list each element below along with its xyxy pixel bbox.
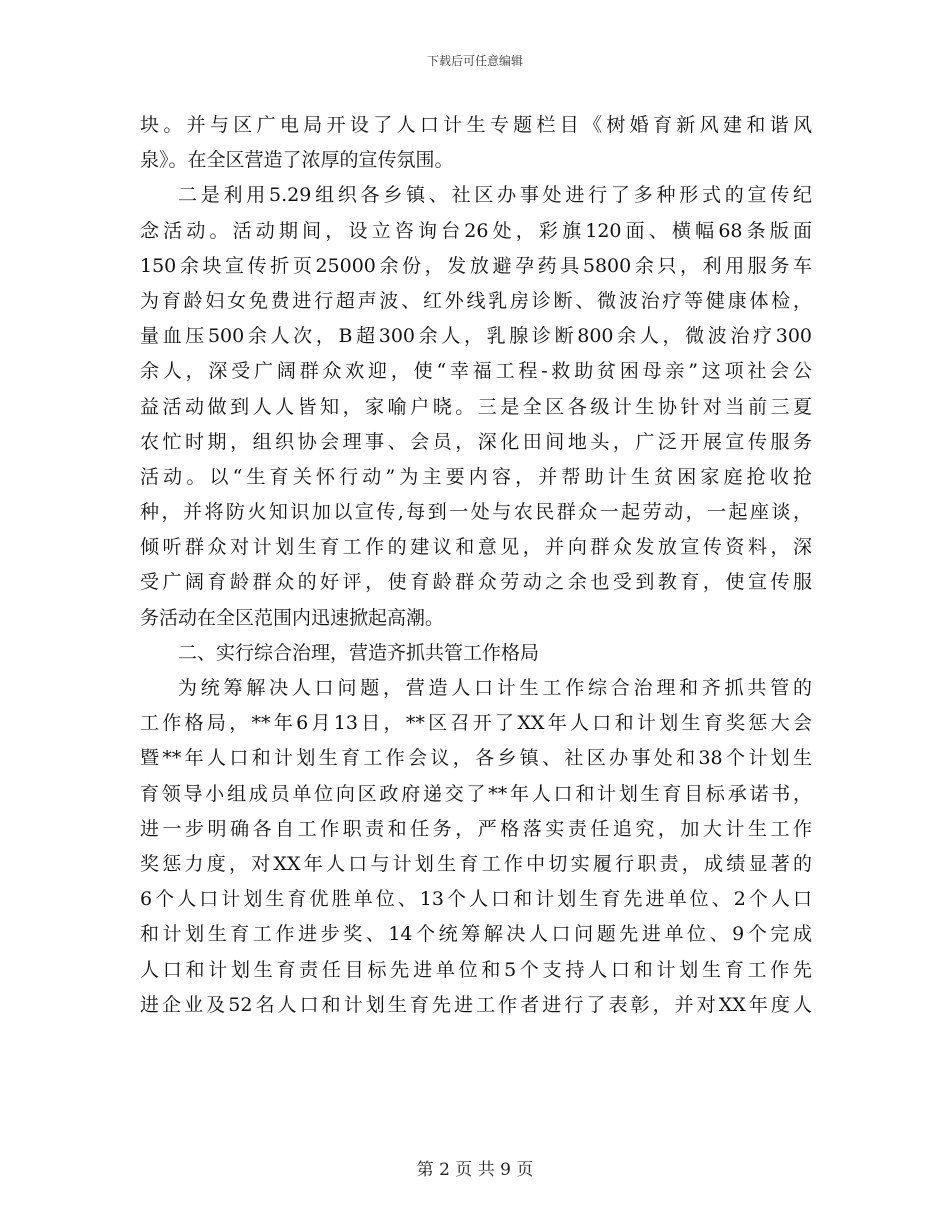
document-body [140, 108, 812, 1023]
text-line: 暨**年人口和计划生育工作会议，各乡镇、社区办事处和38个计划生 [140, 747, 812, 770]
text-line: 进一步明确各自工作职责和任务，严格落实责任追究，加大计生工作 [140, 817, 812, 840]
text-line: 人口和计划生育责任目标先进单位和5个支持人口和计划生育工作先 [140, 958, 812, 981]
text-line: 受广阔育龄群众的好评，使育龄群众劳动之余也受到教育，使宣传服 [140, 571, 812, 594]
text-line: 农忙时期，组织协会理事、会员，深化田间地头，广泛开展宣传服务 [140, 430, 812, 453]
text-line: 块。并与区广电局开设了人口计生专题栏目《树婚育新风建和谐风 [140, 114, 812, 136]
text-line: 量血压500余人次，B超300余人，乳腺诊断800余人，微波治疗300 [140, 325, 812, 348]
text-line: 余人，深受广阔群众欢迎，使“幸福工程-救助贫困母亲”这项社会公 [140, 360, 812, 383]
text-line: 6个人口计划生育优胜单位、13个人口和计划生育先进单位、2个人口 [140, 888, 812, 911]
text-line: 种，并将防火知识加以宣传,每到一处与农民群众一起劳动，一起座谈， [140, 501, 812, 524]
page-header-note: 下载后可任意编辑 [426, 54, 523, 68]
text-line: 工作格局，**年6月13日，**区召开了XX年人口和计划生育奖惩大会 [140, 712, 812, 735]
text-line: 倾听群众对计划生育工作的建议和意见，并向群众发放宣传资料，深 [140, 536, 812, 559]
text-line: 和计划生育工作进步奖、14个统筹解决人口问题先进单位、9个完成 [140, 923, 812, 946]
text-line: 为育龄妇女免费进行超声波、红外线乳房诊断、微波治疗等健康体检， [140, 289, 812, 312]
paragraph-first-line: 二是利用5.29组织各乡镇、社区办事处进行了多种形式的宣传纪 [178, 184, 812, 207]
text-line: 益活动做到人人皆知，家喻户晓。三是全区各级计生协针对当前三夏 [140, 395, 812, 418]
text-line: 进企业及52名人口和计划生育先进工作者进行了表彰，并对XX年度人 [140, 993, 812, 1016]
text-line: 育领导小组成员单位向区政府递交了**年人口和计划生育目标承诺书， [140, 782, 812, 805]
page-number-footer: 第 2 页 共 9 页 [416, 1160, 534, 1180]
text-line: 奖惩力度，对XX年人口与计划生育工作中切实履行职责，成绩显著的 [140, 852, 812, 875]
section-heading: 二、实行综合治理，营造齐抓共管工作格局 [178, 641, 540, 664]
text-line: 活动。以“生育关怀行动”为主要内容，并帮助计生贫困家庭抢收抢 [140, 465, 812, 488]
paragraph-first-line: 为统筹解决人口问题，营造人口计生工作综合治理和齐抓共管的 [178, 677, 812, 699]
text-line: 泉》。在全区营造了浓厚的宣传氛围。 [140, 149, 454, 172]
text-line: 150余块宣传折页25000余份，发放避孕药具5800余只，利用服务车 [140, 254, 812, 277]
text-line: 务活动在全区范围内迅速掀起高潮。 [140, 606, 445, 629]
text-line: 念活动。活动期间，设立咨询台26处，彩旗120面、横幅68条版面 [140, 219, 812, 242]
